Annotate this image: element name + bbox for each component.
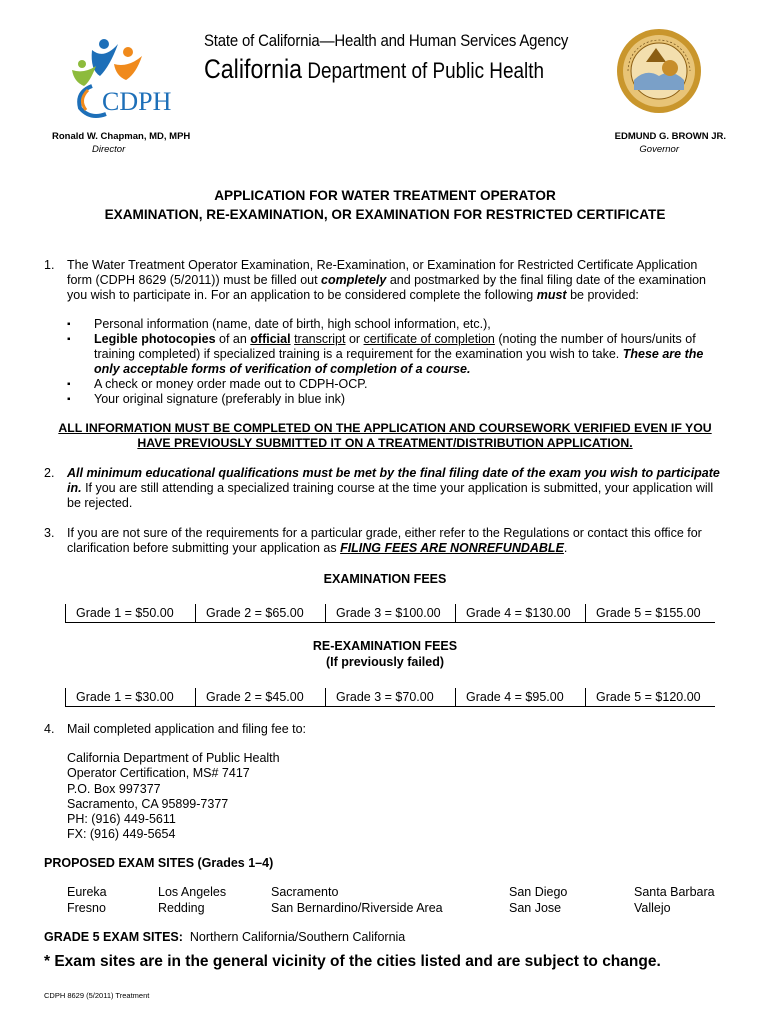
requirement-photocopies-detail: (noting the number of hours/units of training completed) if specialized training is a requirement for the examination you wish to take. (94, 332, 696, 361)
requirement-official: official (250, 332, 291, 346)
site-sacramento: Sacramento (271, 885, 339, 899)
requirement-signature: ▪ Your original signature (preferably in blue ink) (67, 392, 727, 407)
instruction-2-detail: If you are still attending a specialized training course at the time your application is submitted, your application will be rejected. (67, 481, 714, 510)
instruction-1-text (67, 258, 724, 303)
warning-line-2: HAVE PREVIOUSLY SUBMITTED IT ON A TREATMENT/DISTRIBUTION APPLICATION. (137, 436, 633, 450)
exam-fee-grade-4: Grade 4 = $130.00 (455, 604, 585, 622)
logo-text: CDPH (102, 87, 172, 116)
exam-sites-column-4 (509, 885, 567, 916)
cdph-logo-graphic (62, 30, 192, 122)
governor-title: Governor (639, 144, 679, 155)
instruction-2-number: 2. (44, 466, 55, 480)
site-san-jose: San Jose (509, 900, 562, 915)
requirement-check: ▪ A check or money order made out to CDPH-OCP. (67, 377, 727, 392)
instruction-1-part-e: be provided: (566, 288, 639, 302)
exam-sites-heading: PROPOSED EXAM SITES (Grades 1–4) (44, 856, 274, 870)
department-name (204, 54, 544, 85)
address-line-1: California Department of Public Health (67, 751, 280, 765)
requirement-photocopies-bold: Legible photocopies (94, 332, 216, 346)
seal-graphic (616, 28, 702, 114)
exam-sites-note: * Exam sites are in the general vicinity of the cities listed and are subject to change. (44, 953, 661, 970)
reexam-fees-row (65, 688, 715, 707)
address-fax: FX: (916) 449-5654 (67, 827, 176, 842)
instruction-3-nonrefundable: FILING FEES ARE NONREFUNDABLE (340, 541, 564, 555)
grade-5-sites-value: Northern California/Southern California (182, 930, 406, 944)
reexam-fee-grade-2: Grade 2 = $45.00 (195, 688, 325, 706)
reexam-fees-heading (0, 638, 770, 670)
completion-warning (0, 421, 770, 451)
address-line-4: Sacramento, CA 95899-7377 (67, 796, 229, 811)
instruction-2-text (67, 466, 724, 511)
instruction-4-text: Mail completed application and filing fee to: (67, 722, 307, 736)
site-eureka: Eureka (67, 885, 107, 899)
warning-line-1: ALL INFORMATION MUST BE COMPLETED ON THE APPLICATION AND COURSEWORK VERIFIED EVEN IF YOU (58, 421, 712, 435)
instruction-1-part-c: and postmarked by the final filing date of the examination you wish to participate in. For an application to be considered complete the following (67, 273, 707, 302)
address-line-3: P.O. Box 997377 (67, 781, 161, 796)
instruction-3-text (67, 526, 724, 556)
instruction-3-period: . (563, 541, 568, 555)
requirement-or: or (345, 332, 364, 346)
reexam-fees-subtitle: (If previously failed) (325, 655, 445, 669)
instruction-2 (44, 466, 724, 511)
reexam-fee-grade-1: Grade 1 = $30.00 (65, 688, 195, 706)
exam-fee-grade-3: Grade 3 = $100.00 (325, 604, 455, 622)
grade-5-sites-label: GRADE 5 EXAM SITES: (44, 930, 183, 944)
site-vallejo: Vallejo (634, 900, 671, 915)
director-title: Director (92, 144, 126, 155)
exam-fee-grade-2: Grade 2 = $65.00 (195, 604, 325, 622)
state-seal (616, 28, 702, 114)
reexam-fee-grade-3: Grade 3 = $70.00 (325, 688, 455, 706)
document-title (0, 186, 770, 224)
site-los-angeles: Los Angeles (158, 885, 227, 899)
exam-fee-grade-5: Grade 5 = $155.00 (585, 604, 715, 622)
site-fresno: Fresno (67, 900, 106, 915)
site-san-bernardino-riverside: San Bernardino/Riverside Area (271, 900, 443, 915)
exam-sites-column-2 (158, 885, 226, 916)
department-name-rest: Department of Public Health (302, 58, 544, 83)
requirement-personal-info: ▪ Personal information (name, date of birth, high school information, etc.), (67, 317, 727, 332)
reexam-fee-grade-4: Grade 4 = $95.00 (455, 688, 585, 706)
site-santa-barbara: Santa Barbara (634, 885, 715, 899)
director-name: Ronald W. Chapman, MD, MPH (52, 131, 191, 142)
address-phone: PH: (916) 449-5611 (67, 812, 176, 827)
requirement-certificate: certificate of completion (363, 332, 495, 346)
requirement-acceptable-forms: These are the only acceptable forms of verification of completion of a course. (94, 347, 704, 376)
instruction-3-number: 3. (44, 526, 55, 540)
instruction-1 (44, 258, 724, 303)
instruction-1-emphasis-must: must (536, 288, 567, 302)
agency-name: State of California—Health and Human Services Agency (204, 31, 569, 50)
instruction-1-emphasis-completely: completely (321, 273, 387, 287)
instruction-3 (44, 526, 724, 556)
instruction-4-number: 4. (44, 722, 55, 736)
instruction-1-part-a: The Water Treatment Operator Examination, Re-Examination, or Examination for Restricted Certificate Application form (CDPH 8629 (5/2011)) must be filled out (67, 258, 698, 287)
requirements-list (67, 317, 727, 407)
form-footer: CDPH 8629 (5/2011) Treatment (44, 991, 150, 1000)
exam-fees-heading: EXAMINATION FEES (323, 572, 447, 586)
site-san-diego: San Diego (509, 885, 568, 899)
exam-sites-column-1 (67, 885, 107, 916)
instruction-1-number: 1. (44, 258, 55, 272)
exam-fees-row (65, 604, 715, 623)
governor-name: EDMUND G. BROWN JR. (614, 131, 726, 142)
requirement-photocopies-of: of an (215, 332, 251, 346)
exam-sites-column-3 (271, 885, 443, 916)
title-line-1: APPLICATION FOR WATER TREATMENT OPERATOR (214, 188, 556, 203)
instruction-4 (44, 722, 724, 737)
title-line-2: EXAMINATION, RE-EXAMINATION, OR EXAMINATION FOR RESTRICTED CERTIFICATE (104, 207, 666, 222)
reexam-fees-title: RE-EXAMINATION FEES (312, 639, 458, 653)
exam-fee-grade-1: Grade 1 = $50.00 (65, 604, 195, 622)
site-redding: Redding (158, 900, 205, 915)
exam-sites-column-5 (634, 885, 715, 916)
reexam-fee-grade-5: Grade 5 = $120.00 (585, 688, 715, 706)
instruction-2-emphasis: All minimum educational qualifications must be met by the final filing date of the exam you wish to participate in. (67, 466, 720, 495)
cdph-logo (62, 30, 192, 122)
mailing-address (67, 751, 280, 843)
requirement-transcript: transcript (294, 332, 346, 346)
requirement-photocopies (67, 332, 727, 377)
department-name-big: California (204, 54, 303, 84)
grade-5-sites (44, 930, 405, 944)
instruction-3-part-a: If you are not sure of the requirements for a particular grade, either refer to the Regulations or contact this office for clarification before submitting your application as (67, 526, 702, 555)
address-line-2: Operator Certification, MS# 7417 (67, 766, 250, 781)
